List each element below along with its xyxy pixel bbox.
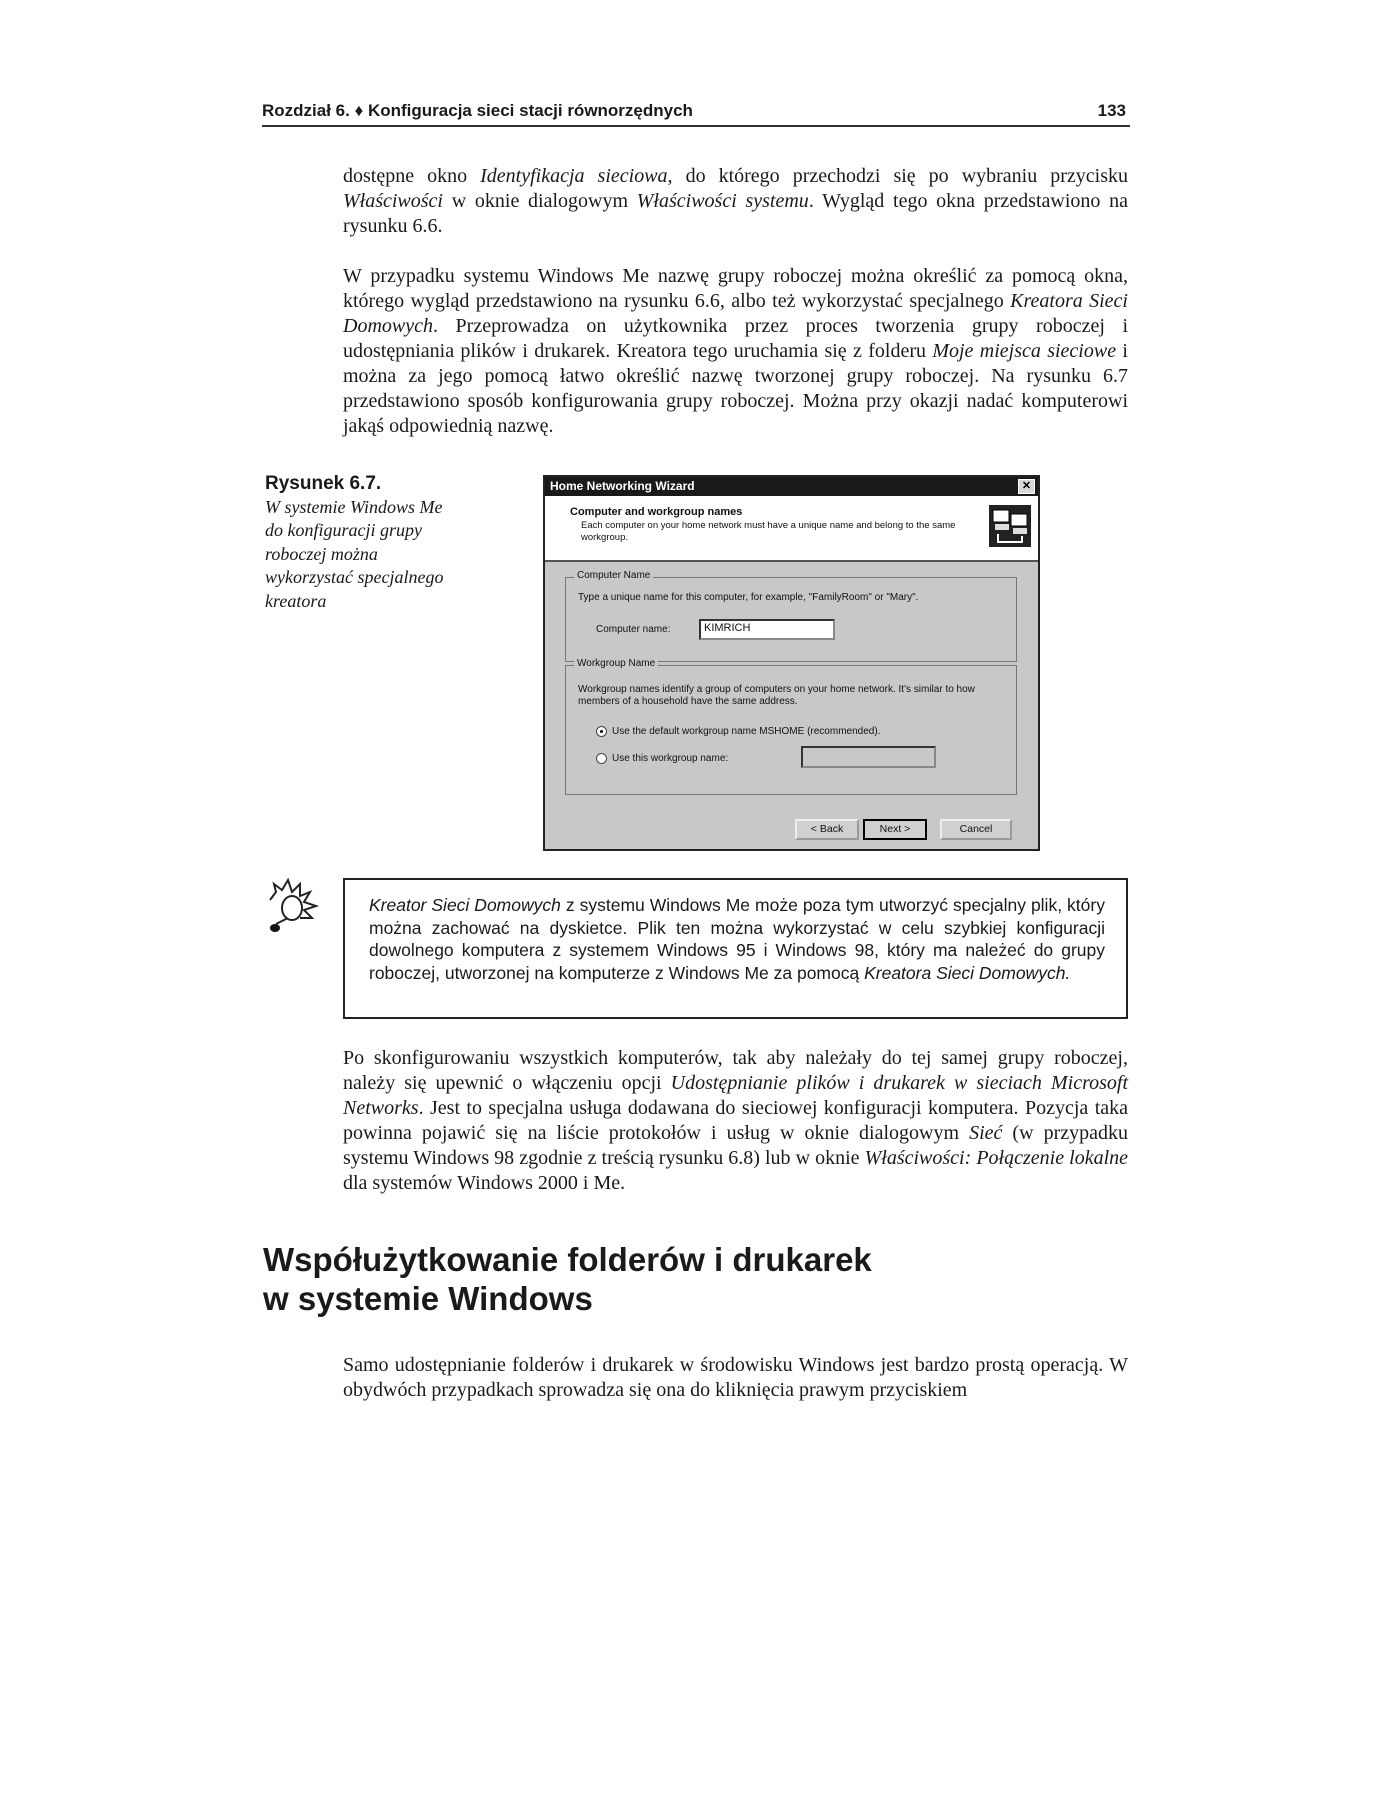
text-span: i można za jego pomocą łatwo określić nazwę tworzonej grupy roboczej. Na rysunku 6.7 przedstawiono sposób konfigurowania grupy roboczej. Można przy okazji nadać komputerowi jakąś odpowiednią nazwę. [343,340,1128,437]
page-number: 133 [1097,101,1126,120]
dialog-heading: Computer and workgroup names [570,506,743,518]
dialog-title: Home Networking Wizard [550,479,695,493]
custom-workgroup-radio[interactable] [596,753,607,764]
text-span: dla systemów Windows 2000 i Me. [343,1172,626,1194]
lightbulb-icon [262,878,330,950]
back-button[interactable]: < Back [795,819,859,840]
italic-term: Udostępnianie plików i drukarek w sieciach Microsoft Networks [343,1072,1129,1119]
paragraph-1 [343,164,1128,239]
cancel-button[interactable]: Cancel [940,819,1012,840]
dialog-subheading: Each computer on your home network must have a unique name and belong to the same workgroup. [581,520,956,543]
running-header [262,97,1130,127]
group-legend: Workgroup Name [574,658,658,669]
computer-name-input[interactable]: KIMRICH [699,619,835,640]
text-span: dostępne okno [343,165,481,187]
paragraph-2 [343,264,1128,439]
section-heading-line2: w systemie Windows [263,1280,593,1317]
close-icon[interactable]: ✕ [1018,479,1035,494]
italic-term: Sieć [969,1122,1003,1144]
workgroup-name-group [565,658,1017,795]
radio-label: Use this workgroup name: [612,753,729,764]
network-computers-icon [988,504,1032,548]
home-networking-wizard-dialog [543,475,1040,851]
italic-term: Identyfikacja sieciowa [480,165,668,187]
italic-term: Właściwości [343,190,443,212]
text-span: W przypadku systemu Windows Me nazwę grupy roboczej można określić za pomocą okna, którego wygląd przedstawiono na rysunku 6.6, albo też wykorzystać specjalnego [343,265,1128,312]
paragraph-4 [343,1353,1128,1403]
group-legend: Computer Name [574,570,653,581]
italic-term: Kreatora Sieci Domowych. [864,962,1071,983]
text-span: , do którego przechodzi się po wybraniu przycisku [667,165,1129,187]
italic-term: Właściwości systemu [636,190,809,212]
paragraph-3 [343,1046,1128,1196]
text-span: . Jest to specjalna usługa dodawana do sieciowej konfiguracji komputera. Pozycja taka powinna pojawić się na liście protokołów i usług w oknie dialogowym [343,1097,1128,1144]
text-span: . Wygląd tego okna przedstawiono na rysunku 6.6. [343,190,1128,237]
next-button[interactable]: Next > [863,819,927,840]
text-span: . Przeprowadza on użytkownika przez proces tworzenia grupy roboczej i udostępniania plików i drukarek. Kreatora tego uruchamia się z folderu [343,315,1128,362]
italic-term: Moje miejsca sieciowe [932,340,1117,362]
group-description: Type a unique name for this computer, for example, "FamilyRoom" or "Mary". [578,592,919,603]
computer-name-label: Computer name: [596,624,671,635]
radio-label: Use the default workgroup name MSHOME (recommended). [612,726,881,737]
text-span: Samo udostępnianie folderów i drukarek w środowisku Windows jest bardzo prostą operacją. W obydwóch przypadkach sprowadza się ona do kliknięcia prawym przyciskiem [343,1354,1128,1401]
section-heading [263,1240,1143,1318]
text-span: Po skonfigurowaniu wszystkich komputerów, tak aby należały do tej samej grupy roboczej, należy się upewnić o włączeniu opcji [343,1047,1128,1094]
group-description: Workgroup names identify a group of computers on your home network. It's similar to how members of a household have the same address. [578,684,975,707]
figure-caption [265,472,455,613]
note-text [369,894,1105,984]
italic-term: Kreator Sieci Domowych [369,895,561,915]
text-span: z systemu Windows Me może poza tym utworzyć specjalny plik, który można zachować na dyskietce. Plik ten można wykorzystać w celu szybkiej konfiguracji dowolnego komputera z systemem Windows 95 i Windows 98, który ma należeć do grupy roboczej, utworzonej na komputerze z Windows Me za pomocą [369,895,1105,983]
dialog-banner [545,496,1038,562]
section-heading-line1: Współużytkowanie folderów i drukarek [263,1241,872,1278]
dialog-titlebar [545,477,1038,496]
computer-name-group [565,570,1017,662]
chapter-title: Rozdział 6. ♦ Konfiguracja sieci stacji równorzędnych [262,101,693,120]
figure-label: Rysunek 6.7. [265,473,382,494]
default-workgroup-radio[interactable] [596,726,607,737]
figure-caption-text: W systemie Windows Me do konfiguracji grupy roboczej można wykorzystać specjalnego kreatora [265,496,444,611]
note-box [343,878,1128,1019]
workgroup-name-input[interactable] [801,746,936,768]
text-span: (w przypadku systemu Windows 98 zgodnie z treścią rysunku 6.8) lub w oknie [343,1122,1128,1169]
italic-term: Właściwości: Połączenie lokalne [864,1147,1129,1169]
italic-term: Kreatora Sieci Domowych [343,290,1128,337]
text-span: w oknie dialogowym [443,190,637,212]
